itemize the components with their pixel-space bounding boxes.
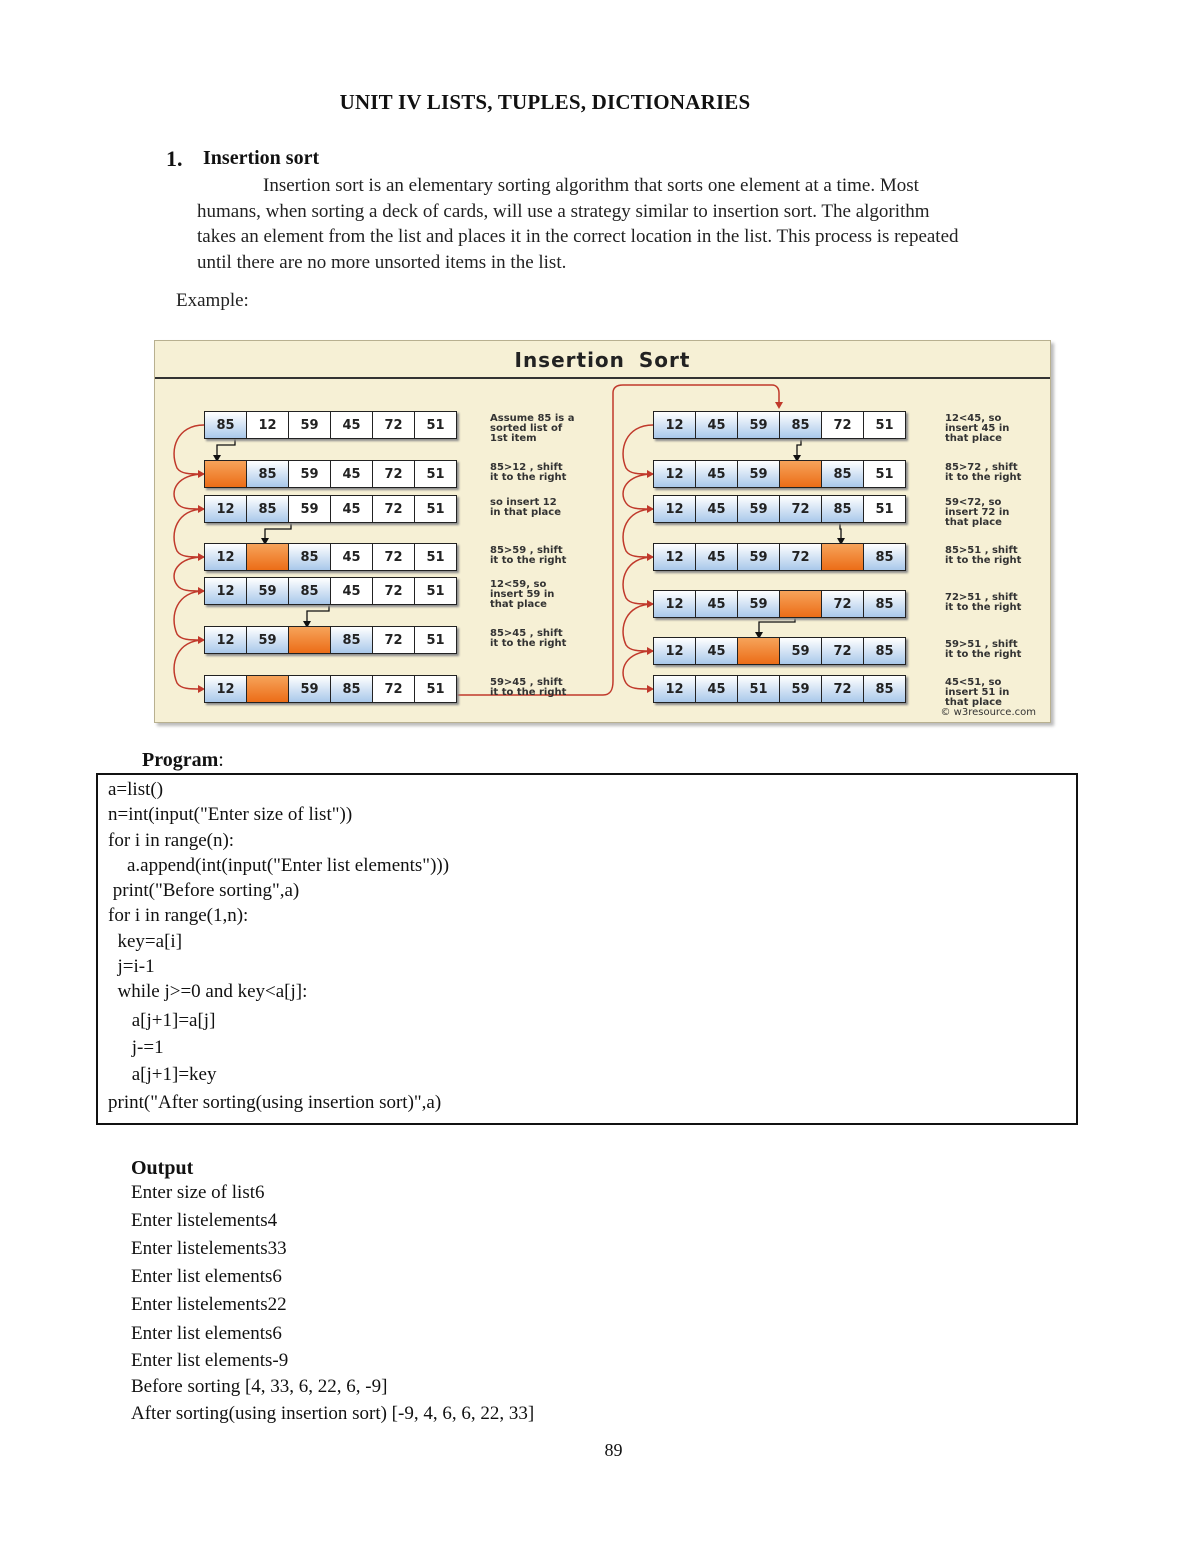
array-cell: 72 bbox=[372, 543, 415, 571]
insertion-sort-diagram bbox=[154, 340, 1051, 723]
array-cell: 59 bbox=[288, 495, 331, 523]
array-cell: 59 bbox=[737, 460, 780, 488]
array-cell: 51 bbox=[737, 675, 780, 703]
program-label-text: Program bbox=[142, 749, 219, 771]
diagram-title bbox=[155, 348, 1050, 372]
array-cell: 51 bbox=[414, 577, 457, 605]
array-cell: 85 bbox=[863, 637, 906, 665]
array-cell: 12 bbox=[653, 495, 696, 523]
array-cell: 85 bbox=[330, 626, 373, 654]
left-step-note: 85>59 , shift it to the right bbox=[490, 545, 567, 566]
code-line: while j>=0 and key<a[j]: bbox=[108, 981, 308, 1002]
array-cell: 85 bbox=[821, 460, 864, 488]
array-cell: 72 bbox=[372, 626, 415, 654]
code-line: for i in range(1,n): bbox=[108, 905, 249, 926]
right-step-note: 45<51, so insert 51 in that place bbox=[945, 677, 1010, 708]
paragraph-line: humans, when sorting a deck of cards, will use a strategy similar to insertion sort. The algorithm bbox=[197, 200, 930, 222]
array-cell: 85 bbox=[288, 577, 331, 605]
array-cell: 51 bbox=[414, 675, 457, 703]
output-line: Enter list elements6 bbox=[131, 1266, 282, 1287]
array-cell: 12 bbox=[246, 411, 289, 439]
array-cell bbox=[246, 543, 289, 571]
array-cell: 45 bbox=[695, 543, 738, 571]
diagram-credit bbox=[940, 707, 1036, 718]
array-cell: 12 bbox=[653, 675, 696, 703]
right-step-note: 85>51 , shift it to the right bbox=[945, 545, 1022, 566]
array-cell: 59 bbox=[737, 543, 780, 571]
paragraph-line: until there are no more unsorted items in the list. bbox=[197, 251, 567, 273]
array-cell: 85 bbox=[863, 543, 906, 571]
array-cell: 72 bbox=[821, 637, 864, 665]
left-array-row bbox=[204, 543, 457, 571]
left-array-row bbox=[204, 626, 457, 654]
paragraph-line: takes an element from the list and places it in the correct location in the list. This process is repeated bbox=[197, 226, 959, 247]
array-cell: 45 bbox=[695, 675, 738, 703]
left-array-row bbox=[204, 460, 457, 488]
right-step-note: 85>72 , shift it to the right bbox=[945, 462, 1022, 483]
connector-arrow bbox=[174, 474, 204, 509]
code-line: print("Before sorting",a) bbox=[108, 880, 300, 901]
code-line: j-=1 bbox=[108, 1037, 164, 1058]
array-cell: 12 bbox=[653, 543, 696, 571]
output-line: Enter list elements6 bbox=[131, 1323, 282, 1344]
array-cell: 45 bbox=[695, 637, 738, 665]
array-cell: 85 bbox=[288, 543, 331, 571]
array-cell: 72 bbox=[821, 675, 864, 703]
program-label bbox=[142, 749, 224, 772]
right-step-note: 72>51 , shift it to the right bbox=[945, 592, 1022, 613]
code-line: print("After sorting(using insertion sort)",a) bbox=[108, 1092, 442, 1113]
output-line: Enter size of list6 bbox=[131, 1182, 265, 1203]
paragraph-line: Insertion sort is an elementary sorting algorithm that sorts one element at a time. Most bbox=[263, 175, 919, 196]
array-cell: 59 bbox=[737, 495, 780, 523]
code-line: a.append(int(input("Enter list elements"))) bbox=[108, 855, 450, 876]
left-array-row bbox=[204, 411, 457, 439]
array-cell: 72 bbox=[779, 495, 822, 523]
right-array-row bbox=[653, 495, 906, 523]
insert-arrow bbox=[759, 616, 795, 633]
connector-arrow bbox=[623, 604, 653, 651]
connector-arrow bbox=[174, 591, 204, 640]
left-array-row bbox=[204, 675, 457, 703]
right-array-row bbox=[653, 590, 906, 618]
code-line: j=i-1 bbox=[108, 956, 155, 977]
array-cell: 12 bbox=[204, 495, 247, 523]
array-cell: 59 bbox=[288, 411, 331, 439]
output-line: Enter listelements22 bbox=[131, 1294, 287, 1315]
arrowhead-icon bbox=[775, 402, 783, 409]
left-step-note: 85>45 , shift it to the right bbox=[490, 628, 567, 649]
array-cell: 51 bbox=[414, 460, 457, 488]
code-line: for i in range(n): bbox=[108, 830, 235, 851]
array-cell: 59 bbox=[246, 577, 289, 605]
array-cell: 45 bbox=[330, 411, 373, 439]
code-line: n=int(input("Enter size of list")) bbox=[108, 804, 353, 825]
array-cell: 45 bbox=[695, 590, 738, 618]
output-line: Enter listelements33 bbox=[131, 1238, 287, 1259]
code-line: a=list() bbox=[108, 779, 164, 800]
array-cell: 45 bbox=[330, 577, 373, 605]
left-step-note: 85>12 , shift it to the right bbox=[490, 462, 567, 483]
connector-arrow bbox=[623, 557, 653, 604]
connector-arrow bbox=[174, 640, 204, 689]
array-cell: 72 bbox=[821, 590, 864, 618]
insert-arrow bbox=[307, 605, 329, 622]
right-array-row bbox=[653, 411, 906, 439]
array-cell: 72 bbox=[821, 411, 864, 439]
output-label: Output bbox=[131, 1157, 194, 1179]
section-paragraph bbox=[197, 173, 1097, 275]
diagram-arrows bbox=[155, 341, 1050, 722]
array-cell: 51 bbox=[863, 460, 906, 488]
insert-arrow bbox=[840, 523, 841, 539]
array-cell: 59 bbox=[779, 675, 822, 703]
array-cell bbox=[779, 460, 822, 488]
connector-arrow bbox=[623, 651, 653, 689]
connector-arrow bbox=[174, 425, 204, 474]
right-step-note: 59<72, so insert 72 in that place bbox=[945, 497, 1010, 528]
code-line: a[j+1]=a[j] bbox=[108, 1010, 216, 1031]
page-number: 89 bbox=[604, 1440, 623, 1460]
array-cell bbox=[737, 637, 780, 665]
left-array-row bbox=[204, 577, 457, 605]
diagram-title-word: Sort bbox=[638, 348, 691, 372]
array-cell: 51 bbox=[414, 411, 457, 439]
connector-arrow bbox=[623, 474, 653, 509]
array-cell: 12 bbox=[653, 411, 696, 439]
array-cell: 85 bbox=[779, 411, 822, 439]
array-cell: 72 bbox=[779, 543, 822, 571]
array-cell: 45 bbox=[695, 495, 738, 523]
diagram-title-word: Insertion bbox=[514, 348, 625, 372]
array-cell: 12 bbox=[204, 577, 247, 605]
array-cell: 59 bbox=[779, 637, 822, 665]
code-line: a[j+1]=key bbox=[108, 1064, 217, 1085]
array-cell: 59 bbox=[737, 411, 780, 439]
array-cell: 85 bbox=[246, 460, 289, 488]
right-step-note: 59>51 , shift it to the right bbox=[945, 639, 1022, 660]
right-step-note: 12<45, so insert 45 in that place bbox=[945, 413, 1010, 444]
left-step-note: so insert 12 in that place bbox=[490, 497, 561, 518]
array-cell: 45 bbox=[695, 411, 738, 439]
page-title: UNIT IV LISTS, TUPLES, DICTIONARIES bbox=[339, 90, 751, 114]
array-cell: 12 bbox=[653, 460, 696, 488]
array-cell: 85 bbox=[821, 495, 864, 523]
array-cell: 85 bbox=[863, 675, 906, 703]
code-line: key=a[i] bbox=[108, 931, 183, 952]
array-cell: 59 bbox=[246, 626, 289, 654]
connector-arrow bbox=[174, 509, 204, 557]
array-cell: 85 bbox=[204, 411, 247, 439]
array-cell: 59 bbox=[288, 675, 331, 703]
array-cell: 72 bbox=[372, 495, 415, 523]
array-cell: 85 bbox=[246, 495, 289, 523]
output-line: Enter list elements-9 bbox=[131, 1350, 289, 1371]
insert-arrow bbox=[265, 523, 291, 539]
array-cell: 51 bbox=[414, 543, 457, 571]
example-label: Example: bbox=[176, 290, 249, 311]
array-cell: 45 bbox=[330, 495, 373, 523]
right-array-row bbox=[653, 637, 906, 665]
output-line: Enter listelements4 bbox=[131, 1210, 278, 1231]
output-line: Before sorting [4, 33, 6, 22, 6, -9] bbox=[131, 1376, 388, 1397]
copyright-icon: © bbox=[940, 707, 954, 718]
array-cell: 72 bbox=[372, 411, 415, 439]
left-step-note: Assume 85 is a sorted list of 1st item bbox=[490, 413, 575, 444]
array-cell: 12 bbox=[204, 543, 247, 571]
array-cell: 72 bbox=[372, 577, 415, 605]
left-array-row bbox=[204, 495, 457, 523]
array-cell: 51 bbox=[414, 495, 457, 523]
array-cell bbox=[246, 675, 289, 703]
right-array-row bbox=[653, 460, 906, 488]
array-cell bbox=[821, 543, 864, 571]
insert-arrow bbox=[217, 439, 235, 456]
array-cell: 45 bbox=[330, 460, 373, 488]
array-cell: 59 bbox=[288, 460, 331, 488]
insert-arrow bbox=[797, 439, 801, 456]
section-number: 1. bbox=[166, 146, 183, 171]
array-cell: 59 bbox=[737, 590, 780, 618]
output-line: After sorting(using insertion sort) [-9, 4, 6, 6, 22, 33] bbox=[131, 1403, 535, 1424]
code-block bbox=[96, 773, 1078, 1125]
array-cell: 72 bbox=[372, 460, 415, 488]
connector-arrow bbox=[623, 425, 653, 474]
right-array-row bbox=[653, 543, 906, 571]
diagram-title-rule bbox=[155, 377, 1050, 379]
right-array-row bbox=[653, 675, 906, 703]
array-cell: 12 bbox=[653, 637, 696, 665]
left-step-note: 59>45 , shift it to the right bbox=[490, 677, 567, 698]
connector-arrow bbox=[174, 557, 204, 591]
array-cell: 72 bbox=[372, 675, 415, 703]
array-cell: 45 bbox=[695, 460, 738, 488]
array-cell: 85 bbox=[330, 675, 373, 703]
program-label-colon: : bbox=[218, 749, 224, 771]
connector-arrow bbox=[623, 509, 653, 557]
array-cell: 85 bbox=[863, 590, 906, 618]
array-cell bbox=[779, 590, 822, 618]
array-cell: 12 bbox=[204, 675, 247, 703]
array-cell: 12 bbox=[653, 590, 696, 618]
array-cell bbox=[204, 460, 247, 488]
section-title: Insertion sort bbox=[203, 147, 320, 169]
diagram-credit-text: w3resource.com bbox=[953, 707, 1036, 718]
array-cell: 51 bbox=[863, 495, 906, 523]
array-cell: 51 bbox=[414, 626, 457, 654]
array-cell: 51 bbox=[863, 411, 906, 439]
array-cell bbox=[288, 626, 331, 654]
array-cell: 12 bbox=[204, 626, 247, 654]
left-step-note: 12<59, so insert 59 in that place bbox=[490, 579, 555, 610]
array-cell: 45 bbox=[330, 543, 373, 571]
